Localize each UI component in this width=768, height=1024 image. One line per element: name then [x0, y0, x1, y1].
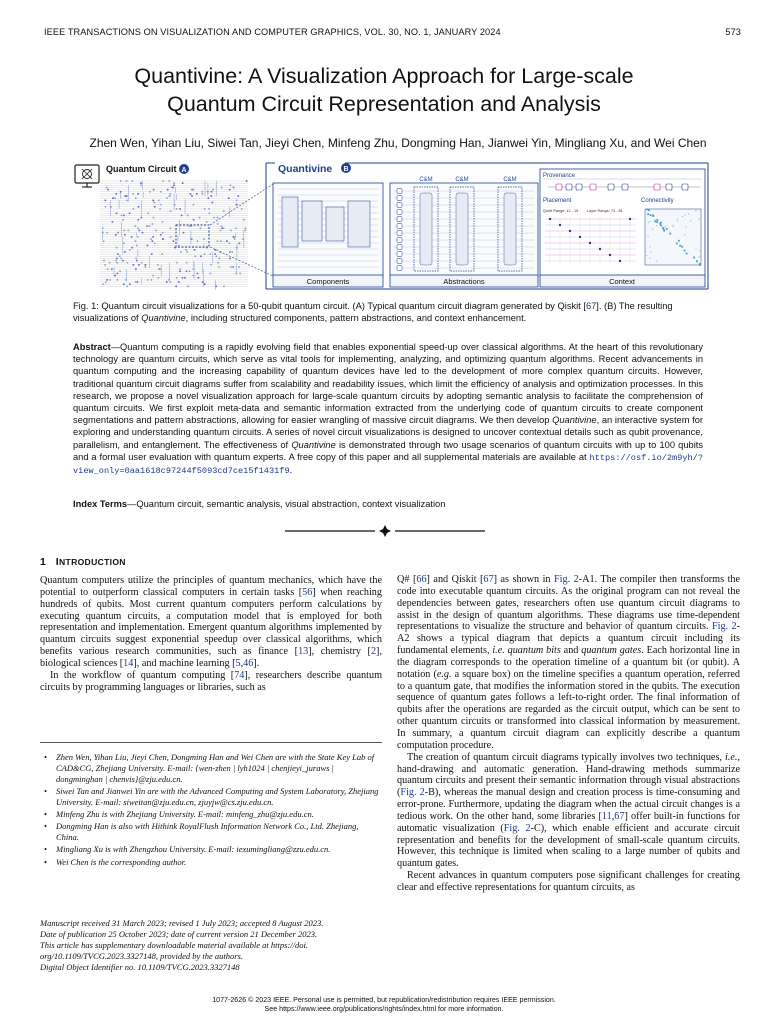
section-number: 1: [40, 556, 47, 568]
emphasis-text: i.e.: [725, 751, 738, 763]
emphasis-text: quantum gates: [581, 645, 642, 657]
panel-a-title: Quantum Circuit: [106, 164, 177, 174]
manuscript-info: [40, 918, 382, 973]
zoom-connector-bottom: [210, 247, 273, 276]
abstract-text-2: , an interactive system for exploring and understanding quantum circuits. A series of novel circuit visualizations is designed to uncover contextual details such as qubit provenance, parallelism, and entanglement. The effectiveness of: [73, 415, 703, 450]
panel-a-badge-letter: A: [181, 167, 187, 174]
section-title-rest: NTRODUCTION: [59, 557, 126, 567]
copyright-notice: [0, 996, 768, 1013]
citation-link[interactable]: 74: [234, 669, 245, 681]
qubit-range: Qubit Range: 12 - 15: [543, 209, 579, 213]
abstract-end: .: [289, 465, 293, 476]
cm-label-3: C&M: [503, 177, 517, 183]
affiliation-item: • Dongming Han is also with Hithink RoyalFlush Information Network Co., Ltd. Zhejiang, China.: [44, 821, 382, 843]
intro-paragraph-2: In the workflow of quantum computing [74], researchers describe quantum circuits by programming languages or libraries, such as: [40, 669, 383, 693]
section-heading: [40, 556, 126, 568]
supplement-link[interactable]: https://osf.io/2m9yh/?view_only=0aa1618c97244f5093cd7ce15f1431f9: [73, 452, 703, 477]
title-line-1: Quantivine: A Visualization Approach for Large-scale: [134, 64, 634, 88]
affiliation-item: • Wei Chen is the corresponding author.: [44, 857, 382, 868]
context-label: Context: [609, 277, 635, 286]
cm-label-2: C&M: [455, 177, 469, 183]
manuscript-line: Date of publication 25 October 2023; date of current version 21 December 2023.: [40, 928, 318, 939]
components-view: [273, 183, 383, 287]
caption-citation[interactable]: 67: [585, 301, 597, 311]
intro-paragraph-5: Recent advances in quantum computers pose significant challenges for creating clear and effective representations for quantum circuits, as: [397, 870, 740, 893]
citation-link[interactable]: 67: [614, 810, 625, 822]
caption-system-name: Quantivine: [141, 313, 186, 324]
circuit-diagram: [100, 180, 248, 290]
title-line-2: Quantum Circuit Representation and Analysis: [167, 92, 601, 116]
copyright-line-2: See https://www.ieee.org/publications/rights/index.html for more information.: [264, 1004, 504, 1013]
footnote-rule: [40, 742, 382, 743]
caption-text-start: Fig. 1: Quantum circuit visualizations for a 50-qubit quantum circuit. (A) Typical quantum circuit diagram generated by Qiskit [: [73, 301, 586, 311]
index-terms-text: —Quantum circuit, semantic analysis, visual abstraction, context visualization: [127, 499, 446, 509]
right-column: [397, 574, 740, 894]
copyright-line-1: 1077-2626 © 2023 IEEE. Personal use is permitted, but republication/redistribution requires IEEE permission.: [212, 996, 556, 1004]
layer-range: Layer Range: 73 - 81: [587, 209, 623, 213]
caption-text-end: , including structured components, pattern abstractions, and context enhancement.: [185, 313, 527, 324]
citation-link[interactable]: Fig. 2: [554, 574, 579, 585]
manuscript-line: Digital Object Identifier no. 10.1109/TVCG.2023.3327148: [40, 961, 240, 972]
provenance-label: Provenance: [543, 173, 576, 179]
index-terms-label: Index Terms: [73, 499, 128, 509]
affiliations-list: [44, 752, 382, 869]
abstract-label: Abstract: [73, 342, 111, 352]
citation-link[interactable]: 13: [298, 646, 309, 658]
manuscript-line: This article has supplementary downloadable material available at https://doi.: [40, 939, 308, 950]
abstract-text-1: —Quantum computing is a rapidly evolving field that enables exponential speed-up over classical algorithms. At the heart of this revolutionary technology are quantum circuits, which serve as vital tools for implementing, analyzing, and optimizing quantum algorithms. Recent advancements in quantum computing and the increasing capability of quantum devices have led to the development of more complex quantum circuits. However, traditional quantum circuit diagrams suffer from scalability and readability issues, which limit the efficiency of analysis and optimization processes. In this research, we propose a novel visualization approach for large-scale quantum circuits by adopting semantic analysis to facilitate the comprehension of quantum circuits. We first exploit meta-data and semantic information extracted from the underlying code of quantum circuits to create component segmentations and pattern abstractions, allowing for easier wrangling of massive circuit diagrams. We then develop: [73, 342, 703, 426]
section-separator: [285, 523, 485, 539]
abstractions-label: Abstractions: [443, 277, 485, 286]
citation-link[interactable]: 5: [235, 657, 241, 669]
page-number: 573: [725, 27, 741, 37]
abstractions-view: [390, 177, 538, 287]
running-header: [44, 27, 741, 37]
citation-link[interactable]: 11: [601, 810, 612, 822]
panel-b-title: Quantivine: [278, 163, 333, 175]
citation-link[interactable]: Fig. 2: [400, 787, 425, 799]
diamond-ornament-icon: [379, 525, 391, 537]
monitor-icon: [75, 165, 99, 187]
abstract: [73, 341, 703, 477]
citation-link[interactable]: 14: [123, 657, 134, 669]
caption-text-middle: ]. (B) The resulting visualizations of: [73, 301, 673, 324]
emphasis-text: i.e. quantum bits: [492, 645, 561, 657]
abstract-text-3: is demonstrated through two usage scenarios of quantum circuits with up to 100 qubits and a formal user evaluation with quantum experts. A free copy of this paper and all supplemental materials are available at: [73, 439, 703, 462]
connectivity-label: Connectivity: [641, 198, 674, 204]
panel-b-badge-letter: B: [343, 166, 349, 173]
panel-b-quantivine: [210, 163, 708, 289]
panel-a-quantum-circuit: [75, 164, 248, 290]
intro-paragraph-4: The creation of quantum circuit diagrams typically involves two techniques, i.e., hand-drawing and automatic generation. Hand-drawing methods summarize quantum circuits and present their semantic information through visual abstractions (Fig. 2-B), whereas the manual design and creation process is time-consuming and error-prone. Furthermore, updating the diagram when the actual circuit changes is a tedious work. On the other hand, some libraries [11,67] offer built-in functions for automatic visualization (Fig. 2-C), which enable efficient and accurate circuit representation and benefits for the development of small-scale quantum circuits. However, this technique is limited when scaling to a large number of qubits and quantum gates.: [397, 751, 741, 870]
manuscript-line: Manuscript received 31 March 2023; revised 1 July 2023; accepted 8 August 2023.: [40, 918, 324, 928]
abstract-system-name-1: Quantivine: [552, 415, 597, 426]
cm-label-1: C&M: [419, 177, 433, 183]
affiliation-item: • Mingliang Xu is with Zhengzhou University. E-mail: iexumingliang@zzu.edu.cn.: [44, 844, 382, 855]
affiliation-item: • Minfeng Zhu is with Zhejiang University. E-mail: minfeng_zhu@zju.edu.cn.: [44, 809, 382, 820]
paper-title: [0, 62, 768, 118]
placement-label: Placement: [543, 198, 572, 204]
abstract-system-name-2: Quantivine: [291, 439, 336, 450]
affiliation-item: • Zhen Wen, Yihan Liu, Jieyi Chen, Dongming Han and Wei Chen are with the State Key Lab of CAD&CG, Zhejiang University. E-mail: {wen-zhen | lyh1024 | chenjieyi_juraws | dongminghan | chenvis}@zju.edu.cn.: [44, 752, 382, 784]
citation-link[interactable]: 66: [416, 574, 427, 585]
components-label: Components: [306, 277, 350, 286]
author-list: Zhen Wen, Yihan Liu, Siwei Tan, Jieyi Chen, Minfeng Zhu, Dongming Han, Jianwei Yin, Mingliang Xu, and Wei Chen: [89, 136, 707, 150]
figure-caption: [73, 300, 703, 325]
citation-link[interactable]: 46: [243, 657, 254, 669]
index-terms: [73, 498, 703, 510]
intro-paragraph-1: Quantum computers utilize the principles of quantum mechanics, which have the potential to outperform classical computers in certain tasks [56] when reaching hundreds of qubits. Most current quantum computers perform calculations by executing quantum circuits, a computation model that is employed for both representation and implementation. Emergent quantum algorithms implemented by quantum circuits suggest exponential speedup over classical algorithms, which benefits various research communities, such as finance [13], chemistry [2], biological sciences [14], and machine learning [5,46].: [40, 575, 382, 669]
citation-link[interactable]: 67: [483, 574, 494, 585]
journal-name: IEEE TRANSACTIONS ON VISUALIZATION AND COMPUTER GRAPHICS, VOL. 30, NO. 1, JANUARY 2024: [44, 27, 501, 37]
manuscript-line: org/10.1109/TVCG.2023.3327148, provided by the authors.: [40, 950, 243, 961]
left-column: [40, 575, 382, 693]
citation-link[interactable]: 2: [370, 646, 377, 658]
citation-link[interactable]: Fig. 2: [711, 621, 737, 633]
intro-paragraph-3: Q# [66] and Qiskit [67] as shown in Fig. 2-A1. The compiler then transforms the code into executable quantum circuits. As the original program can not reveal the dependencies between gates, researchers often use quantum circuit diagrams to assist in the design of quantum algorithms. These diagrams use time-dependent representations to visualize the structure and behavior of quantum circuits. Fig. 2-A2 shows a typical diagram that depicts a quantum circuit including its fundamental elements, i.e. quantum bits and quantum gates. Each horizontal line in the diagram corresponds to the operation timeline of a quantum bit (or qubit). A notation (e.g. a square box) on the timeline specifies a quantum operation, referred to a quantum gate, that modifies the information stored in the qubits. The execution sequence of quantum gates follows a left-to-right order. The final information of qubits after the operations are regarded as the circuit output, which can be sent to other quantum circuits or transformed into classical information by measurement. In summary, a quantum circuit diagram can explicitly describe a quantum computation procedure.: [397, 574, 741, 751]
section-initial: I: [55, 556, 60, 568]
affiliation-item: • Siwei Tan and Jianwei Yin are with the Advanced Computing and System Laboratory, Zhejiang University. E-mail: siweitan@zju.edu.cn, zjuyjw@cs.zju.edu.cn.: [44, 786, 382, 808]
emphasis-text: e.g.: [436, 668, 452, 680]
figure-1: [70, 157, 710, 290]
context-view: [540, 169, 705, 287]
citation-link[interactable]: 56: [302, 586, 313, 598]
citation-link[interactable]: Fig. 2: [503, 822, 531, 834]
